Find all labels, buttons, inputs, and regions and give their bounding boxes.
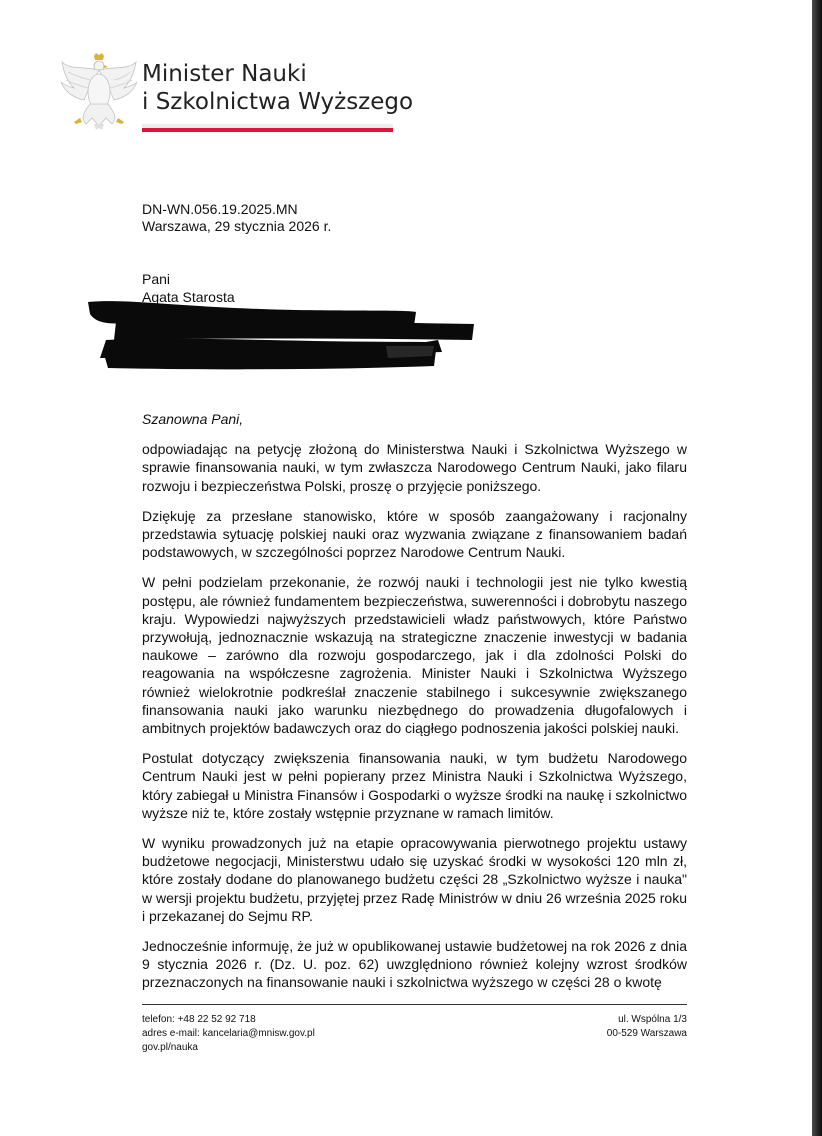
- paragraph: Dziękuję za przesłane stanowisko, które w sposób zaangażowany i racjonalny przedstawia sytuację polskiej nauki oraz wyzwania związane z finansowaniem badań podstawowych, w szczególności poprzez Narodowe Centrum Nauki.: [142, 507, 687, 561]
- footer-website: gov.pl/nauka: [142, 1042, 198, 1053]
- letter-body: [142, 410, 687, 1004]
- footer-phone: telefon: +48 22 52 92 718: [142, 1014, 256, 1025]
- footer-address: [607, 1013, 687, 1041]
- page-edge-shadow: [812, 0, 822, 1136]
- greeting: Szanowna Pani,: [142, 411, 244, 427]
- reference-number: DN-WN.056.19.2025.MN: [142, 201, 298, 217]
- white-eagle-emblem-icon: [60, 52, 138, 132]
- footer-divider: [142, 1004, 687, 1005]
- flag-stripe-red: [142, 128, 393, 132]
- recipient-name: Agata Starosta: [142, 289, 235, 305]
- footer-contact: [142, 1013, 315, 1055]
- paragraph: W wyniku prowadzonych już na etapie opracowywania pierwotnego projektu ustawy budżetowe negocjacji, Ministerstwu udało się uzyskać środki w wysokości 120 mln zł, które zostały dodane do planowanego budżetu części 28 „Szkolnictwo wyższe i nauka" w wersji projektu budżetu, przyjętej przez Radę Ministrów w dniu 26 września 2025 roku i przekazanej do Sejmu RP.: [142, 835, 687, 924]
- footer-city: 00-529 Warszawa: [606, 1028, 687, 1039]
- paragraph: Jednocześnie informuję, że już w opublikowanej ustawie budżetowej na rok 2026 z dnia 9 stycznia 2026 r. (Dz. U. poz. 62) uwzględniono również kolejny wzrost środków przeznaczonych na finansowanie nauki i szkolnictwa wyższego w części 28 o kwotę: [142, 938, 687, 991]
- footer-street: ul. Wspólna 1/3: [618, 1014, 687, 1025]
- letter-meta: [142, 201, 331, 235]
- ministry-name-line-2: i Szkolnictwa Wyższego: [142, 89, 414, 115]
- flag-stripe: [142, 124, 393, 132]
- ministry-name-logo: [142, 60, 413, 116]
- paragraph: W pełni podzielam przekonanie, że rozwój nauki i technologii jest nie tylko kwestią postępu, ale również fundamentem bezpieczeństwa, suwerenności i dobrobytu naszego kraju. Wypowiedzi najwyższych przedstawicieli władz państwowych, które Państwo przywołują, jednoznacznie wskazują na strategiczne znaczenie inwestycji w badania naukowe – zarówno dla rozwoju gospodarczego, jak i dla zdolności Polski do reagowania na współczesne zagrożenia. Minister Nauki i Szkolnictwa Wyższego również wielokrotnie podkreślał znaczenie stabilnego i sukcesywnie zwiększanego finansowania nauki jako warunku niezbędnego do prowadzenia długofalowych i ambitnych projektów badawczych oraz do ciągłego podnoszenia jakości polskiej nauki.: [142, 574, 687, 737]
- paragraph: Postulat dotyczący zwiększenia finansowania nauki, w tym budżetu Narodowego Centrum Nauki jest w pełni popierany przez Ministra Nauki i Szkolnictwa Wyższego, który zabiegał u Ministra Finansów i Gospodarki o wyższe środki na naukę i szkolnictwo wyższe niż te, które zostały wstępnie przyznane w ramach limitów.: [142, 750, 687, 821]
- ministry-name-line-1: Minister Nauki: [142, 61, 307, 87]
- footer-email: adres e-mail: kancelaria@mnisw.gov.pl: [142, 1028, 315, 1039]
- paragraph: odpowiadając na petycję złożoną do Ministerstwa Nauki i Szkolnictwa Wyższego w sprawie finansowania nauki, w tym zwłaszcza Narodowego Centrum Nauki, jako filaru rozwoju i bezpieczeństwa Polski, proszę o przyjęcie poniższego.: [142, 441, 687, 494]
- redaction-marks: [86, 296, 476, 372]
- place-and-date: Warszawa, 29 stycznia 2026 r.: [142, 218, 332, 234]
- recipient-title: Pani: [142, 271, 171, 287]
